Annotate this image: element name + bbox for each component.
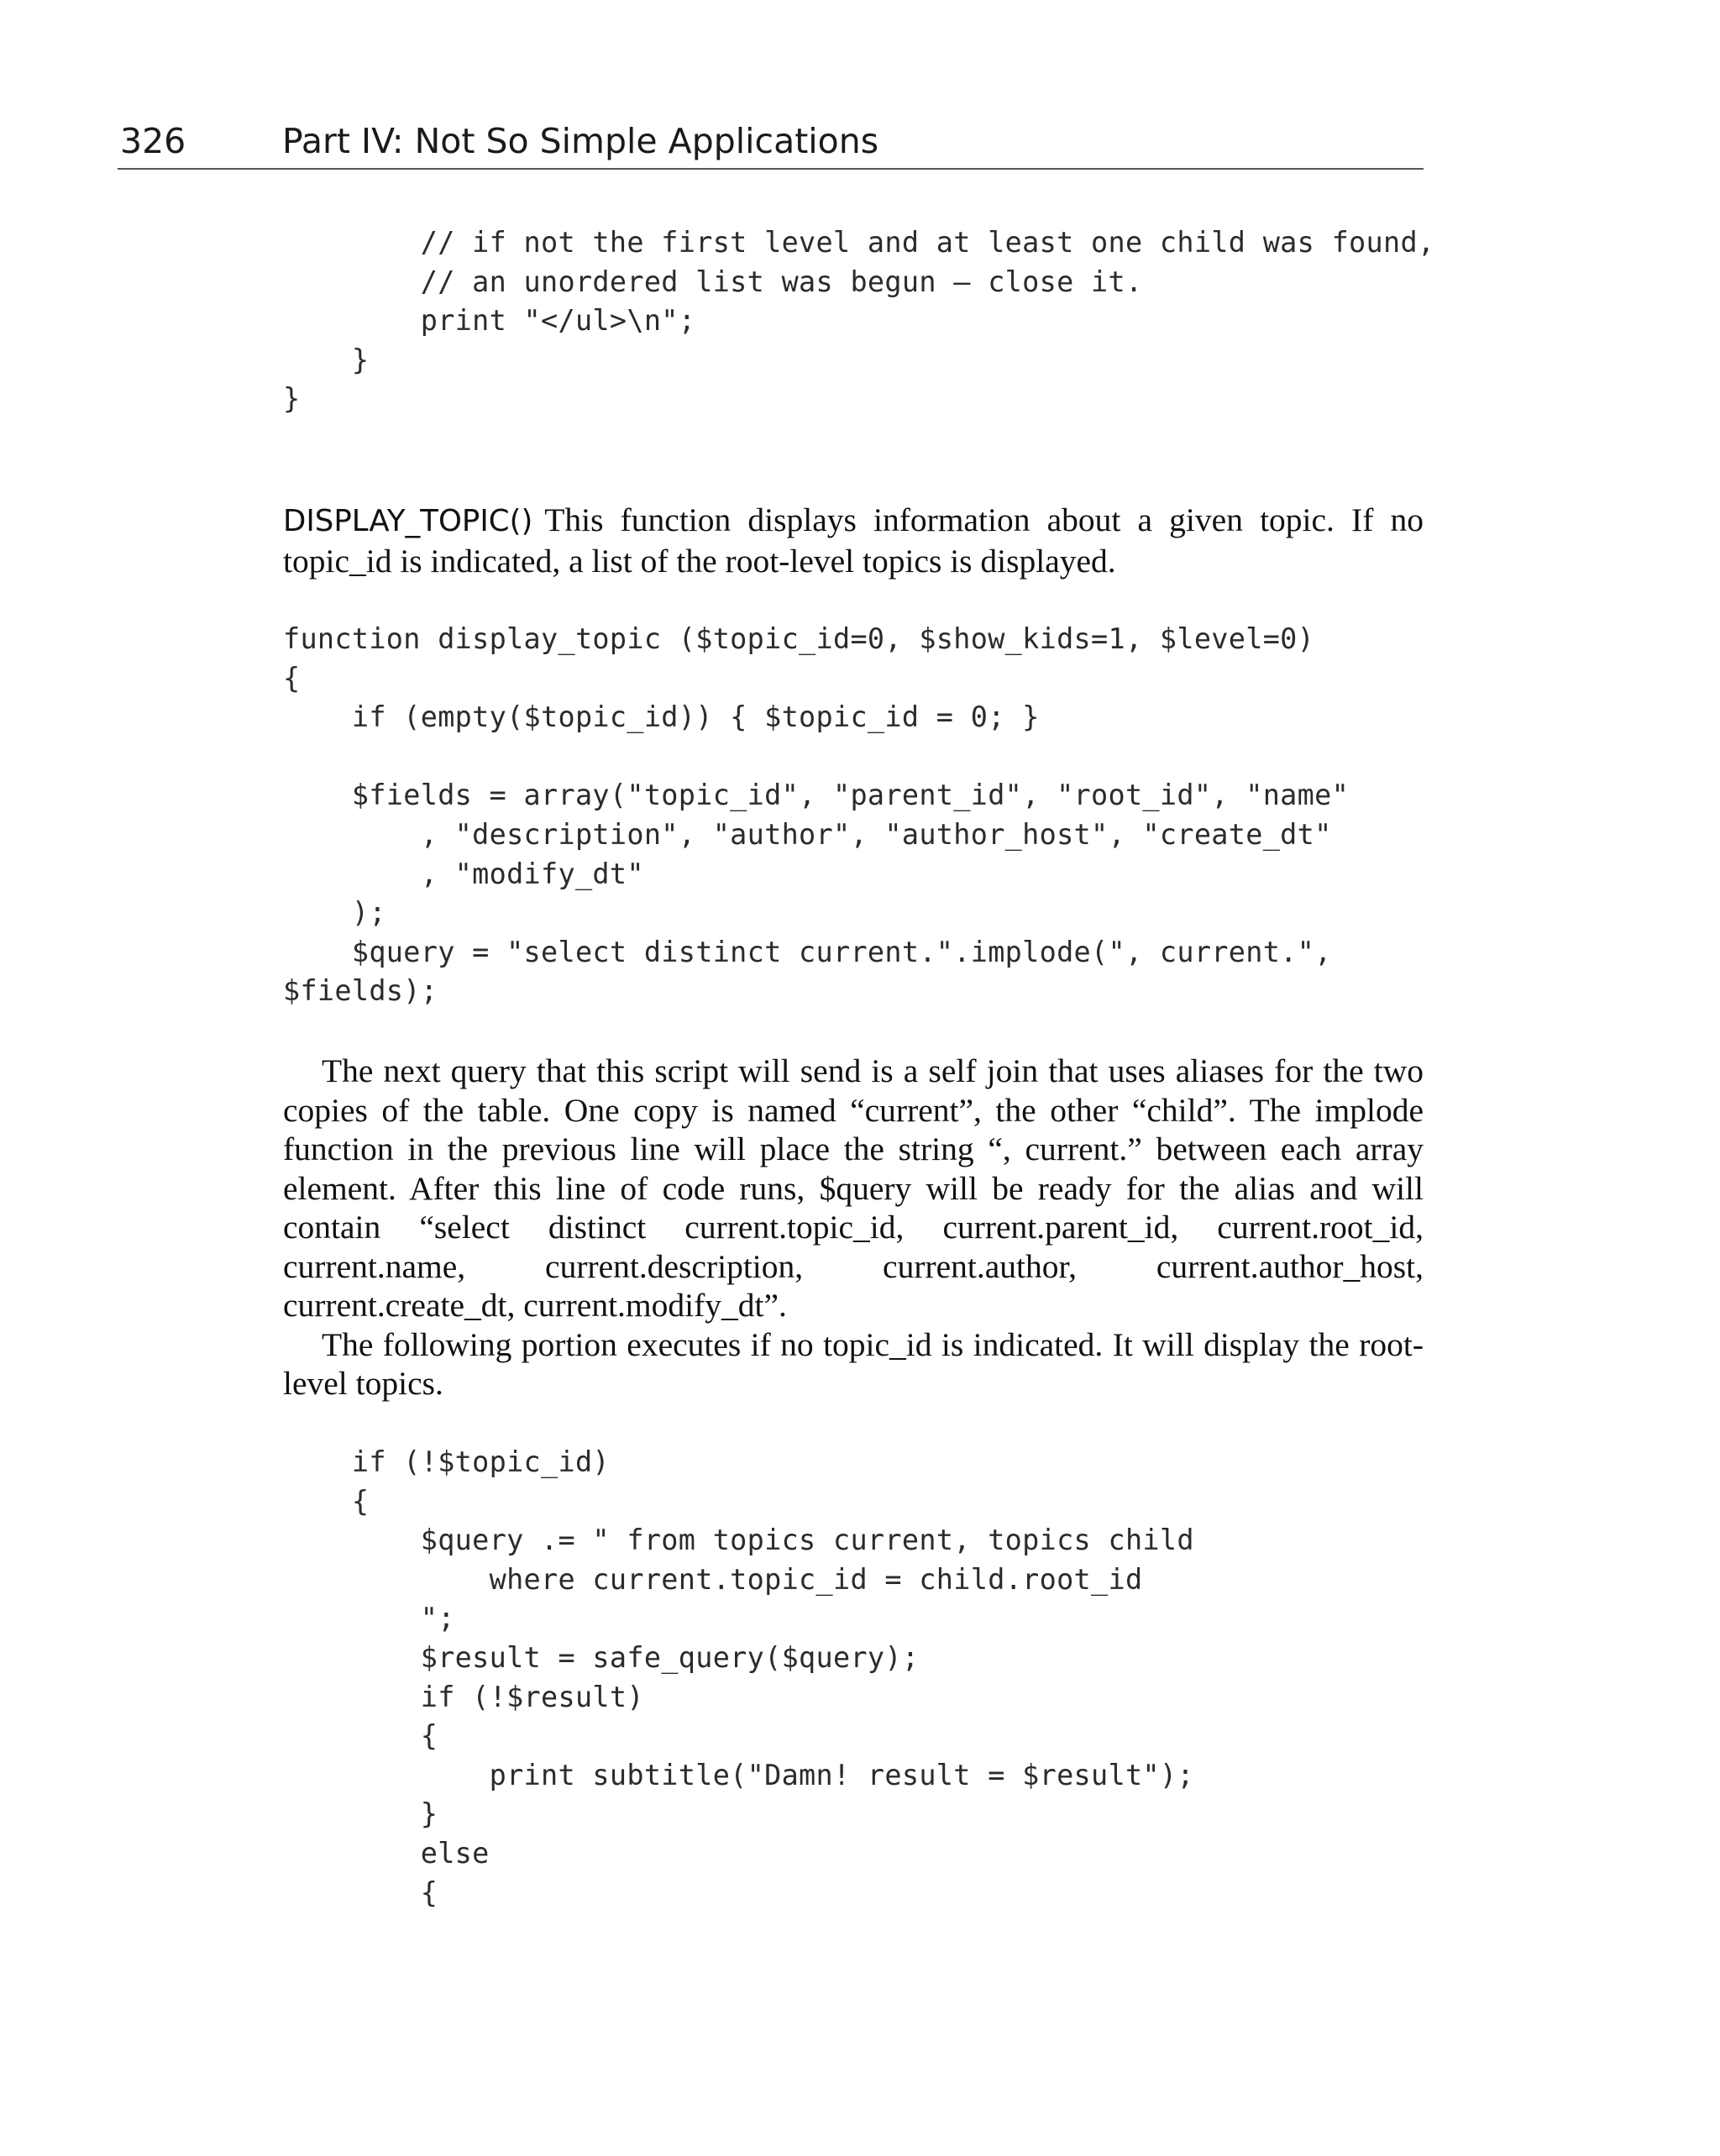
code-block-end-of-function <box>283 223 1435 419</box>
explanation-paragraph-1: The next query that this script will send is a self join that uses aliases for the two copies of the table. One copy is named “current”, the other “child”. The implode function in the previous line will place the string “, current.” between each array element. After this line of code runs, $query will be ready for the alias and will contain “select distinct current.topic_id, current.parent_id, current.root_id, current.name, current.description, current.author, current.author_host, current.create_dt, current.modify_dt”. <box>283 1052 1424 1324</box>
page-number: 326 <box>120 121 186 161</box>
function-intro-text: This function displays information about a given topic. If no topic_id is indicated, a list of the root-level topics is displayed. <box>283 501 1424 580</box>
running-head: Part IV: Not So Simple Applications <box>282 121 879 161</box>
explanation-paragraph-2: The following portion executes if no topic_id is indicated. It will display the root-level topics. <box>283 1325 1424 1402</box>
code-listing-1: // if not the first level and at least one child was found, // an unordered list was begun – close it. print "</ul>\n"; } } <box>283 226 1435 416</box>
function-description <box>283 501 1424 580</box>
function-description-paragraph <box>283 501 1424 580</box>
page-header <box>118 118 1424 170</box>
code-block-display-topic <box>283 620 1424 1011</box>
explanation-text <box>283 1052 1424 1403</box>
function-heading: DISPLAY_TOPIC() <box>283 504 533 538</box>
code-listing-3: if (!$topic_id) { $query .= " from topics current, topics child where current.topic_id = child.root_id "; $result = safe_query($query); if (!$result) { print subtitle("Damn! result = $result"); } else { <box>351 1445 1194 1909</box>
code-block-root-topics <box>283 1443 1424 1912</box>
code-listing-2: function display_topic ($topic_id=0, $show_kids=1, $level=0) { if (empty($topic_id)) { $topic_id = 0; } $fields = array("topic_id", "parent_id", "root_id", "name" , "description", "author", "author_host", "create_dt" , "modify_dt" ); $query = "select distinct current.".implode(", current.", $fields); <box>283 622 1350 1008</box>
